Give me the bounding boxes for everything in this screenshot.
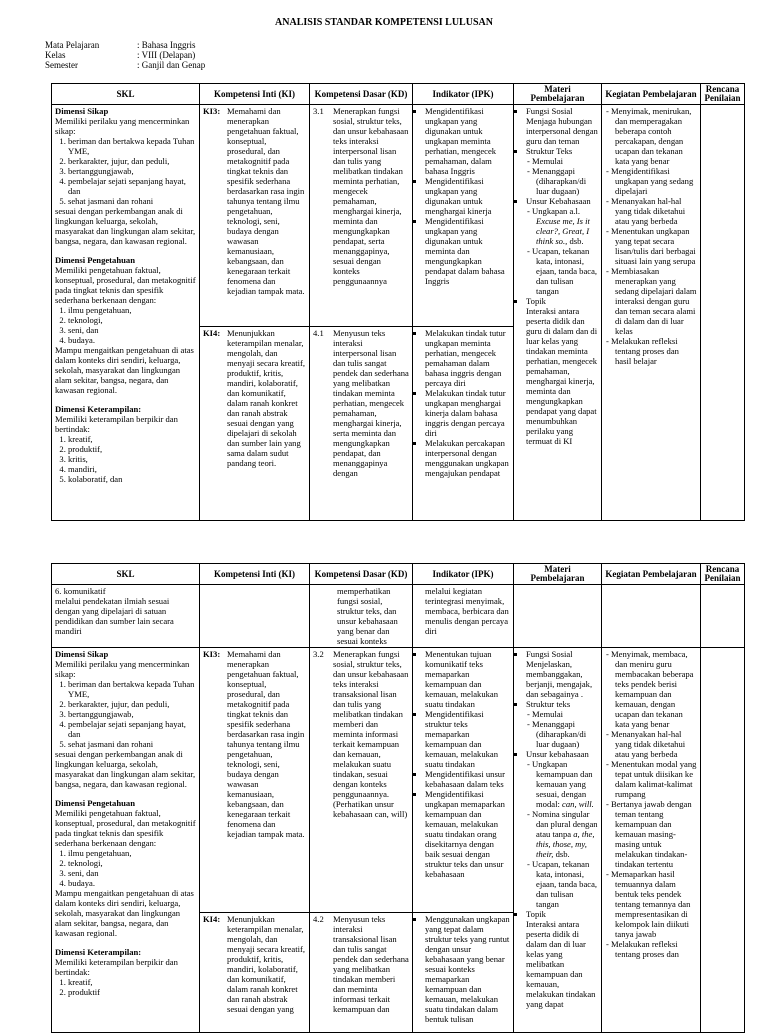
materi-label: Fungsi Sosial bbox=[526, 106, 573, 116]
list-item: 5. sehat jasmani dan rohani bbox=[68, 196, 196, 206]
list-item: 1. kreatif, bbox=[68, 977, 196, 987]
materi-label: Struktur teks bbox=[526, 699, 571, 709]
list-item: - Memaparkan hasil temuannya dalam bentuk teks pendek tentang temannya dan mempresentasikan di kelompok lain diikuti tanya jawab bbox=[615, 869, 697, 939]
list-item bbox=[526, 649, 598, 699]
list-item bbox=[526, 106, 598, 146]
skl-sikap-title: Dimensi Sikap bbox=[55, 649, 109, 659]
document-title: ANALISIS STANDAR KOMPETENSI LULUSAN bbox=[275, 17, 493, 28]
materi-text: Nomina singular dan plural dengan atau tanpa bbox=[532, 809, 598, 839]
list-item: 4. budaya. bbox=[68, 878, 196, 888]
ki4-text: Menunjukkan keterampilan menalar, mengolah, dan menyaji secara kreatif, produktif, kritis, mandiri, kolaboratif, dan komunikatif, dalam ranah konkret dan ranah abstrak sesuai dengan yang bbox=[227, 914, 306, 1014]
ipk32-cell bbox=[413, 648, 514, 913]
rencana-cont-cell bbox=[701, 585, 745, 648]
skl-pengetahuan-list bbox=[55, 848, 196, 888]
kegiatan-list-2 bbox=[605, 649, 697, 959]
ki3-code: KI3: bbox=[203, 649, 221, 659]
ipk32-list bbox=[416, 649, 510, 879]
list-item: 1. ilmu pengetahuan, bbox=[68, 305, 196, 315]
materi-list-2 bbox=[517, 649, 598, 1009]
meta-value: : VIII (Delapan) bbox=[137, 50, 196, 60]
list-item: 2. produktif bbox=[68, 987, 196, 997]
materi-label: Topik bbox=[526, 296, 546, 306]
ipk41-cont: melalui kegiatan terintegrasi menyimak, membaca, berbicara dan menulis dengan percaya diri bbox=[425, 586, 509, 636]
list-item: - Menanyakan hal-hal yang tidak diketahui atau yang berbeda bbox=[615, 196, 697, 226]
skl-keterampilan-list bbox=[55, 977, 196, 997]
ki3-text: Memahami dan menerapkan pengetahuan faktual, konseptual, prosedural, dan metakognitif pada tingkat teknis dan spesifik sederhana berdasarkan rasa ingin tahunya tentang ilmu pengetahuan, teknologi, seni, budaya dengan wawasan kemanusiaan, kebangsaan, dan kenegaraan terkait fenomena dan kejadian tampak mata. bbox=[227, 106, 305, 296]
ipk42-list bbox=[416, 914, 510, 1024]
header-kegiatan: Kegiatan Pembelajaran bbox=[602, 564, 701, 585]
materi-label: Topik bbox=[526, 909, 546, 919]
list-item: 5. sehat jasmani dan rohani bbox=[68, 739, 196, 749]
ki4-text: Menunjukkan keterampilan menalar, mengolah, dan menyaji secara kreatif, produktif, kritis, mandiri, kolaboratif, dan komunikatif, dalam ranah konkret dan ranah abstrak sesuai dengan yang dipelajari di sekolah dan sumber lain yang sama dalam sudut pandang teori. bbox=[227, 327, 306, 468]
materi-italic: can, will. bbox=[562, 799, 594, 809]
list-item: 5. kolaboratif, dan bbox=[68, 474, 196, 484]
list-item: ▪ Melakukan tindak tutur ungkapan meminta perhatian, mengecek pemahaman dalam bahasa inggris dengan percaya diri bbox=[425, 328, 510, 388]
kd42-text: Menyusun teks interaksi transaksional lisan dan tulis sangat pendek dan sederhana yang melibatkan tindakan memberi dan meminta informasi terkait kemampuan dan bbox=[333, 914, 409, 1014]
meta-value: : Bahasa Inggris bbox=[137, 40, 196, 50]
list-item bbox=[526, 296, 598, 446]
header-skl: SKL bbox=[52, 564, 200, 585]
skl-cell bbox=[52, 105, 200, 521]
kd32-text: Menerapkan fungsi sosial, struktur teks, dan unsur kebahasaan teks interaksi transaksional lisan dan tulis yang melibatkan tindakan memberi dan meminta informasi terkait kemampuan dan kemauan, melakukan suatu tindakan, sesuai dengan konteks penggunaannya. (Perhatikan unsur kebahasaan can, will) bbox=[333, 649, 409, 819]
rencana-cell-1 bbox=[701, 105, 745, 521]
header-ipk: Indikator (IPK) bbox=[413, 84, 514, 105]
list-item: - Menyimak, menirukan, dan memperagakan beberapa contoh percakapan, dengan ucapan dan tekanan kata yang benar bbox=[615, 106, 697, 166]
list-item: 1. beriman dan bertakwa kepada Tuhan YME, bbox=[68, 136, 196, 156]
document-meta bbox=[45, 40, 205, 70]
list-item: ▪ Melakukan percakapan interpersonal dengan menggunakan ungkapan mengajukan pendapat bbox=[425, 438, 510, 478]
skl-sikap-tail: sesuai dengan perkembangan anak di lingkungan keluarga, sekolah, masyarakat dan lingkungan alam sekitar, bangsa, negara, dan kawasan regional. bbox=[55, 749, 196, 789]
list-item: 3. seni, dan bbox=[68, 868, 196, 878]
list-item: - Memulai bbox=[536, 709, 598, 719]
ki4-code: KI4: bbox=[203, 914, 221, 924]
meta-key: Mata Pelajaran bbox=[45, 40, 100, 50]
skl-cell-2 bbox=[52, 648, 200, 1033]
materi-text: Ungkapan a.l. bbox=[532, 206, 580, 216]
list-item: 3. kritis, bbox=[68, 454, 196, 464]
meta-key: Semester bbox=[45, 60, 78, 70]
skl-cont-tail: melalui pendekatan ilmiah sesuai dengan yang dipelajari di satuan pendidikan dan sumber lain secara mandiri bbox=[55, 596, 174, 636]
list-item: ▪ Menentukan tujuan komunikatif teks memaparkan kemampuan dan kemauan, melakukan suatu tindakan bbox=[425, 649, 510, 709]
list-item: - Membiasakan menerapkan yang sedang dipelajari dalam interaksi dengan guru dan teman secara alami di dalam dan di luar kelas bbox=[615, 266, 697, 336]
list-item bbox=[532, 206, 598, 246]
skl-keterampilan-title: Dimensi Keterampilan: bbox=[55, 947, 142, 957]
list-item: 1. beriman dan bertakwa kepada Tuhan YME, bbox=[68, 679, 196, 699]
list-item: ▪ Menggunakan ungkapan yang tepat dalam struktur teks yang runtut dengan unsur kebahasaan yang benar sesuai konteks memaparkan kemampuan dan kemauan, melakukan suatu tindakan dalam bentuk tulisan bbox=[425, 914, 510, 1024]
kegiatan-cont-cell bbox=[602, 585, 701, 648]
list-item: 1. ilmu pengetahuan, bbox=[68, 848, 196, 858]
list-item: ▪ Mengidentifikasi struktur teks memaparkan kemampuan dan kemauan, melakukan suatu tindakan bbox=[425, 709, 510, 769]
header-materi: Materi Pembelajaran bbox=[514, 84, 602, 105]
kd31-code: 3.1 bbox=[313, 106, 324, 116]
list-item: 3. seni, dan bbox=[68, 325, 196, 335]
kd41-cell bbox=[310, 326, 413, 520]
list-item: 2. teknologi, bbox=[68, 858, 196, 868]
materi-text: Menjaga hubungan interpersonal dengan guru dan teman bbox=[526, 116, 598, 146]
skl-keterampilan-intro: Memiliki keterampilan berpikir dan bertindak: bbox=[55, 414, 178, 434]
list-item: 4. budaya. bbox=[68, 335, 196, 345]
skl-pengetahuan-intro: Memiliki pengetahuan faktual, konseptual, prosedural, dan metakognitif pada tingkat teknis dan spesifik sederhana berkenaan dengan: bbox=[55, 808, 196, 848]
list-item: 2. berkarakter, jujur, dan peduli, bbox=[68, 699, 196, 709]
materi-cell-1 bbox=[514, 105, 602, 521]
list-item: 4. pembelajar sejati sepanjang hayat, dan bbox=[68, 176, 196, 196]
kd-cont-cell bbox=[310, 585, 413, 648]
list-item: 3. bertanggungjawab, bbox=[68, 166, 196, 176]
skl-cont-cell bbox=[52, 585, 200, 648]
skl-pengetahuan-list bbox=[55, 305, 196, 345]
list-item bbox=[532, 759, 598, 809]
list-item bbox=[526, 146, 598, 196]
kd32-code: 3.2 bbox=[313, 649, 324, 659]
header-materi: Materi Pembelajaran bbox=[514, 564, 602, 585]
list-item: 4. mandiri, bbox=[68, 464, 196, 474]
header-ki: Kompetensi Inti (KI) bbox=[200, 564, 310, 585]
skl-sikap-list bbox=[55, 679, 196, 749]
skl-sikap-intro: Memiliki perilaku yang mencerminkan sikap: bbox=[55, 116, 190, 136]
skl-keterampilan-list bbox=[55, 434, 196, 484]
skl-pengetahuan-intro: Memiliki pengetahuan faktual, konseptual, prosedural, dan metakognitif pada tingkat teknis dan spesifik sederhana berkenaan dengan: bbox=[55, 265, 196, 305]
kd31-text: Menerapkan fungsi sosial, struktur teks, dan unsur kebahasaan teks interaksi interpersonal lisan dan tulis yang melibatkan tindakan meminta perhatian, mengecek pemahaman, menghargai kinerja, meminta dan mengungkapkan pendapat, serta menanggapinya, sesuai dengan konteks penggunaannya bbox=[333, 106, 409, 286]
list-item: 2. teknologi, bbox=[68, 315, 196, 325]
materi-label: Unsur kebahasaan bbox=[526, 749, 589, 759]
kegiatan-list-1 bbox=[605, 106, 697, 366]
skl-pengetahuan-tail: Mampu mengaitkan pengetahuan di atas dalam konteks diri sendiri, keluarga, sekolah, masyarakat dan lingkungan alam sekitar, bangsa, negara, dan kawasan regional. bbox=[55, 345, 194, 395]
list-item: - Mengidentifikasi ungkapan yang sedang dipelajari bbox=[615, 166, 697, 196]
header-kd: Kompetensi Dasar (KD) bbox=[310, 564, 413, 585]
kd41-code: 4.1 bbox=[313, 327, 324, 338]
ki3-code: KI3: bbox=[203, 106, 221, 116]
kd42-cell bbox=[310, 913, 413, 1033]
materi-text: Ungkapan kemampuan dan kemauan yang sesuai, dengan modal: bbox=[532, 759, 593, 809]
kd31-cell bbox=[310, 105, 413, 327]
materi-label: Fungsi Sosial bbox=[526, 649, 573, 659]
list-item bbox=[526, 749, 598, 909]
analysis-table-page-2 bbox=[51, 563, 745, 1033]
skl-pengetahuan-tail: Mampu mengaitkan pengetahuan di atas dalam konteks diri sendiri, keluarga, sekolah, masyarakat dan lingkungan alam sekitar, bangsa, negara, dan kawasan regional. bbox=[55, 888, 194, 938]
list-item: - Melakukan refleksi tentang proses dan hasil belajar bbox=[615, 336, 697, 366]
materi-text: Interaksi antara peserta didik dan guru di dalam dan di luar kelas yang tindakan meminta perhatian, mengecek pemahaman, menghargai kinerja, meminta dan mengungkapkan pendapat yang dapat menumbuhkan perilaku yang termuat di KI bbox=[526, 306, 598, 446]
ipk41-list bbox=[416, 328, 510, 478]
kd41-cont: memperhatikan fungsi sosial, struktur teks, dan unsur kebahasaan yang benar dan sesuai konteks bbox=[337, 586, 398, 646]
skl-keterampilan-title: Dimensi Keterampilan: bbox=[55, 404, 142, 414]
kd41-text: Menyusun teks interaksi interpersonal lisan dan tulis sangat pendek dan sederhana yang melibatkan tindakan meminta perhatian, mengecek pemahaman, menghargai kinerja, serta meminta dan mengungkapkan pendapat, dan menanggapinya dengan bbox=[333, 327, 409, 478]
list-item: ▪ Melakukan tindak tutur ungkapan menghargai kinerja dalam bahasa inggris dengan percaya diri bbox=[425, 388, 510, 438]
ki3-text: Memahami dan menerapkan pengetahuan faktual, konseptual, prosedural, dan metakognitif pada tingkat teknis dan spesifik sederhana berdasarkan rasa ingin tahunya tentang ilmu pengetahuan, teknologi, seni, budaya dengan wawasan kemanusiaan, kebangsaan, dan kenegaraan terkait fenomena dan kejadian tampak mata. bbox=[227, 649, 305, 839]
materi-text: Interaksi antara peserta didik di dalam dan di luar kelas yang melibatkan kemampuan dan kemauan, melakukan tindakan yang dapat bbox=[526, 919, 596, 1009]
list-item: - Menanggapi (diharapkan/di luar dugaan) bbox=[536, 719, 598, 749]
list-item: - Ucapan, tekanan kata, intonasi, ejaan, tanda baca, dan tulisan tangan bbox=[536, 859, 598, 909]
meta-row-subject bbox=[45, 40, 205, 50]
header-rencana: Rencana Penilaian bbox=[701, 84, 745, 105]
materi-text: Menjelaskan, membanggakan, berjanji, mengajak, dan sebagainya . bbox=[526, 659, 593, 699]
materi-label: Unsur Kebahasaan bbox=[526, 196, 591, 206]
ipk31-cell bbox=[413, 105, 514, 327]
ipk31-list bbox=[416, 106, 510, 286]
list-item: - Menanggapi (diharapkan/di luar dugaan) bbox=[536, 166, 598, 196]
skl-keterampilan-intro: Memiliki keterampilan berpikir dan bertindak: bbox=[55, 957, 178, 977]
kegiatan-cell-1 bbox=[602, 105, 701, 521]
list-item: - Memulai bbox=[536, 156, 598, 166]
list-item: ▪ Mengidentifikasi ungkapan yang digunakan untuk meminta dan mengungkapkan pendapat dalam bahasa Inggris bbox=[425, 216, 510, 286]
skl-sikap-tail: sesuai dengan perkembangan anak di lingkungan keluarga, sekolah, masyarakat dan lingkungan alam sekitar, bangsa, negara, dan kawasan regional. bbox=[55, 206, 196, 246]
ki4-cell-2 bbox=[200, 913, 310, 1033]
ipk42-cell bbox=[413, 913, 514, 1033]
materi-italic: Excuse me, Is it clear?, Great, I think so., bbox=[536, 216, 590, 246]
list-item bbox=[526, 699, 598, 749]
materi-text: dsb. bbox=[555, 849, 570, 859]
list-item: 1. kreatif, bbox=[68, 434, 196, 444]
skl-pengetahuan-title: Dimensi Pengetahuan bbox=[55, 798, 135, 808]
list-item: 4. pembelajar sejati sepanjang hayat, dan bbox=[68, 719, 196, 739]
list-item bbox=[526, 909, 598, 1009]
list-item: 3. bertanggungjawab, bbox=[68, 709, 196, 719]
list-item: - Bertanya jawab dengan teman tentang kemampuan dan kemauan masing-masing untuk melakukan tindakan-tindakan tertentu bbox=[615, 799, 697, 869]
header-skl: SKL bbox=[52, 84, 200, 105]
header-ki: Kompetensi Inti (KI) bbox=[200, 84, 310, 105]
list-item: - Melakukan refleksi tentang proses dan bbox=[615, 939, 697, 959]
materi-label: Struktur Teks bbox=[526, 146, 573, 156]
ki4-cell bbox=[200, 326, 310, 520]
ipk-cont-cell bbox=[413, 585, 514, 648]
kd32-cell bbox=[310, 648, 413, 913]
list-item bbox=[532, 809, 598, 859]
meta-value: : Ganjil dan Genap bbox=[137, 60, 206, 70]
materi-text: dsb. bbox=[569, 236, 584, 246]
meta-key: Kelas bbox=[45, 50, 66, 60]
list-item: - Menentukan ungkapan yang tepat secara lisan/tulis dari berbagai situasi lain yang serupa bbox=[615, 226, 697, 266]
ki3-cell bbox=[200, 105, 310, 327]
meta-row-class bbox=[45, 50, 205, 60]
header-ipk: Indikator (IPK) bbox=[413, 564, 514, 585]
materi-cont-cell bbox=[514, 585, 602, 648]
kd42-code: 4.2 bbox=[313, 914, 324, 924]
list-item bbox=[526, 196, 598, 296]
ki-cont-cell bbox=[200, 585, 310, 648]
materi-list-1 bbox=[517, 106, 598, 446]
skl-pengetahuan-title: Dimensi Pengetahuan bbox=[55, 255, 135, 265]
ipk41-cell bbox=[413, 326, 514, 520]
list-item: - Ucapan, tekanan kata, intonasi, ejaan, tanda baca, dan tulisan tangan bbox=[536, 246, 598, 296]
header-kegiatan: Kegiatan Pembelajaran bbox=[602, 84, 701, 105]
analysis-table-page-1 bbox=[51, 83, 745, 521]
list-item: - Menentukan modal yang tepat untuk diisikan ke dalam kalimat-kalimat rumpang bbox=[615, 759, 697, 799]
meta-row-semester bbox=[45, 60, 205, 70]
kegiatan-cell-2 bbox=[602, 648, 701, 1033]
list-item: ▪ Mengidentifikasi ungkapan yang digunakan untuk menghargai kinerja bbox=[425, 176, 510, 216]
list-item: ▪ Mengidentifikasi ungkapan memaparkan kemampuan dan kemauan, melakukan suatu tindakan orang disekitarnya dengan baik sesuai dengan struktur teks dan unsur kebahasaan bbox=[425, 789, 510, 879]
materi-italic: a, the, this, those, my, their, bbox=[536, 829, 595, 859]
skl-sikap-title: Dimensi Sikap bbox=[55, 106, 109, 116]
list-item: ▪ Mengidentifikasi ungkapan yang digunakan untuk ungkapan meminta perhatian, mengecek pemahaman, dalam bahasa Inggris bbox=[425, 106, 510, 176]
list-item: ▪ Mengidentifikasi unsur kebahasaan dalam teks bbox=[425, 769, 510, 789]
list-item: 2. berkarakter, jujur, dan peduli, bbox=[68, 156, 196, 166]
list-item: 2. produktif, bbox=[68, 444, 196, 454]
skl-sikap-list bbox=[55, 136, 196, 206]
ki4-code: KI4: bbox=[203, 327, 221, 338]
skl-sikap-intro: Memiliki perilaku yang mencerminkan sikap: bbox=[55, 659, 190, 679]
list-item: - Menanyakan hal-hal yang tidak diketahui atau yang berbeda bbox=[615, 729, 697, 759]
header-rencana: Rencana Penilaian bbox=[701, 564, 745, 585]
rencana-cell-2 bbox=[701, 648, 745, 1033]
skl-cont-item: 6. komunikatif bbox=[55, 586, 106, 596]
ki3-cell-2 bbox=[200, 648, 310, 913]
list-item: - Menyimak, membaca, dan meniru guru membacakan beberapa teks pendek berisi kemampuan dan kemauan, dengan ucapan dan tekanan kata yang benar bbox=[615, 649, 697, 729]
header-kd: Kompetensi Dasar (KD) bbox=[310, 84, 413, 105]
materi-cell-2 bbox=[514, 648, 602, 1033]
